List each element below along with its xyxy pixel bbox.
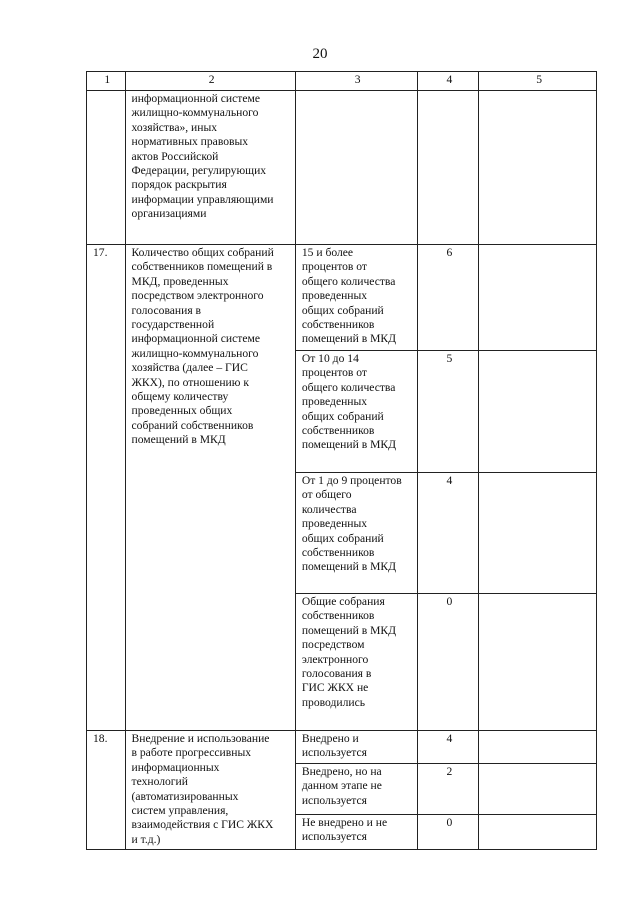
criteria-table <box>86 71 597 850</box>
column-header-1: 1 <box>87 72 126 91</box>
note-cell <box>479 91 597 245</box>
criterion-cell: Количество общих собраний собственников помещений в МКД, проведенных посредством электронного голосования в государственной информационной системе жилищно-коммунального хозяйства (далее – ГИС ЖКХ), по отношению к общему количеству проведенных общих собраний собственников помещений в МКД <box>125 245 295 731</box>
column-header-2: 2 <box>125 72 295 91</box>
row-number-cell: 18. <box>87 731 126 850</box>
condition-cell: Не внедрено и не используется <box>295 815 417 850</box>
criterion-cell: Внедрение и использование в работе прогрессивных информационных технологий (автоматизированных систем управления, взаимодействия с ГИС ЖКХ и т.д.) <box>125 731 295 850</box>
condition-cell: Внедрено и используется <box>295 731 417 764</box>
condition-cell: Внедрено, но на данном этапе не используется <box>295 764 417 815</box>
condition-cell: 15 и более процентов от общего количества проведенных общих собраний собственников помещений в МКД <box>295 245 417 351</box>
column-header-4: 4 <box>417 72 479 91</box>
table-row-17 <box>87 245 597 351</box>
row-number-cell <box>87 91 126 245</box>
note-cell <box>479 594 597 731</box>
table-row-18 <box>87 731 597 764</box>
points-cell: 4 <box>417 473 479 594</box>
note-cell <box>479 815 597 850</box>
page-number: 20 <box>312 46 328 62</box>
table-row-continuation <box>87 91 597 245</box>
criterion-cell: информационной системе жилищно-коммунального хозяйства», иных нормативных правовых актов Российской Федерации, регулирующих порядок раскрытия информации управляющими организациями <box>125 91 295 245</box>
column-header-5: 5 <box>479 72 597 91</box>
condition-cell: Общие собрания собственников помещений в МКД посредством электронного голосования в ГИС ЖКХ не проводились <box>295 594 417 731</box>
points-cell: 6 <box>417 245 479 351</box>
note-cell <box>479 764 597 815</box>
row-number-cell: 17. <box>87 245 126 731</box>
points-cell: 0 <box>417 815 479 850</box>
condition-cell: От 10 до 14 процентов от общего количества проведенных общих собраний собственников помещений в МКД <box>295 351 417 473</box>
column-header-3: 3 <box>295 72 417 91</box>
points-cell: 2 <box>417 764 479 815</box>
condition-cell <box>295 91 417 245</box>
note-cell <box>479 245 597 351</box>
points-cell: 5 <box>417 351 479 473</box>
points-cell: 4 <box>417 731 479 764</box>
points-cell: 0 <box>417 594 479 731</box>
note-cell <box>479 731 597 764</box>
points-cell <box>417 91 479 245</box>
note-cell <box>479 473 597 594</box>
note-cell <box>479 351 597 473</box>
table-header-row <box>87 72 597 91</box>
condition-cell: От 1 до 9 процентов от общего количества проведенных общих собраний собственников помещений в МКД <box>295 473 417 594</box>
